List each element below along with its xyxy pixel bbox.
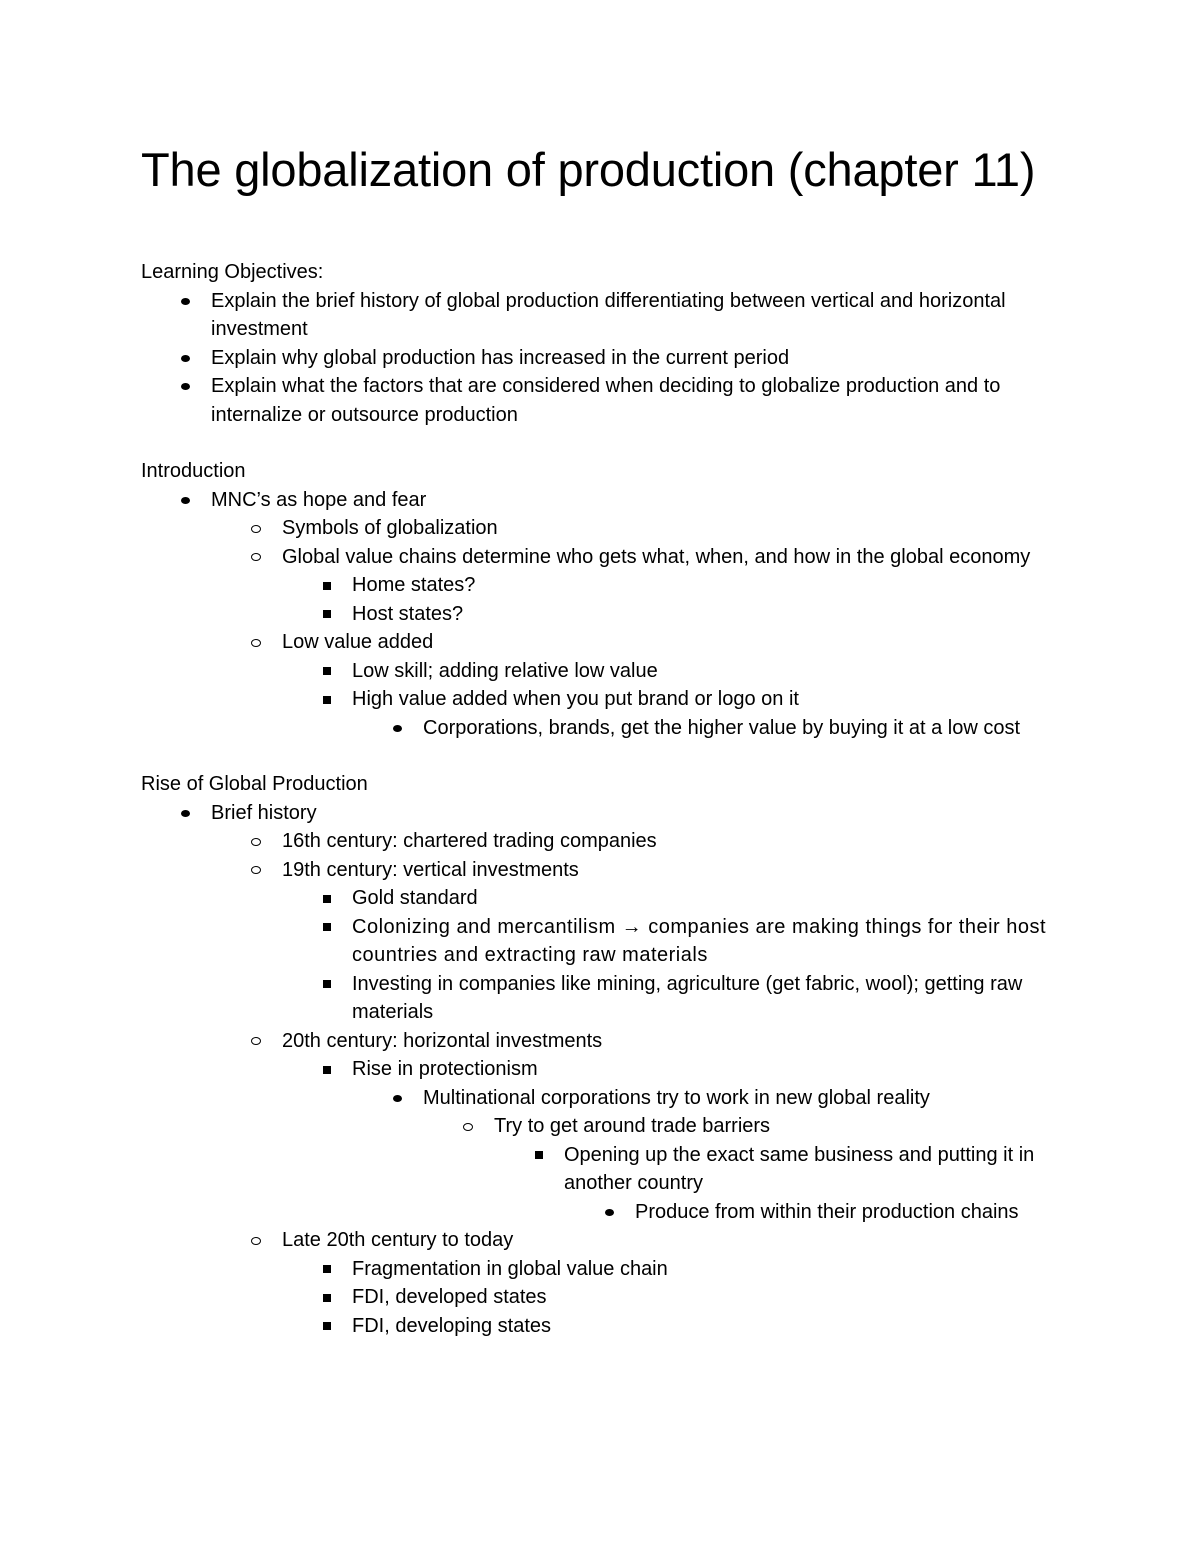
- circle-bullet-icon: [246, 543, 266, 572]
- list-item: [141, 1283, 1061, 1312]
- square-bullet-icon: [317, 913, 337, 942]
- list-item-text: 16th century: chartered trading companies: [282, 830, 657, 852]
- list-item-text: Late 20th century to today: [282, 1229, 514, 1251]
- square-bullet-icon: [317, 1312, 337, 1341]
- list-item-text: Symbols of globalization: [282, 517, 498, 539]
- list-item: [141, 1312, 1061, 1341]
- list-item-text: FDI, developing states: [352, 1314, 551, 1337]
- list-item: [141, 1226, 1061, 1255]
- disc-bullet-icon: [387, 714, 407, 743]
- bullet-list: [141, 287, 1061, 430]
- list-item: [141, 628, 1061, 657]
- list-item-text: 19th century: vertical investments: [282, 858, 579, 881]
- square-bullet-icon: [317, 1283, 337, 1312]
- list-item: [141, 543, 1061, 572]
- list-item-text: Explain what the factors that are considered when deciding to globalize production and to internalize or outsource production: [211, 375, 1001, 426]
- circle-bullet-icon: [246, 827, 266, 856]
- list-item-text: Corporations, brands, get the higher value by buying it at a low cost: [423, 716, 1021, 739]
- list-item: [141, 1027, 1061, 1056]
- square-bullet-icon: [317, 571, 337, 600]
- list-item: [141, 1198, 1061, 1227]
- list-item-text: Try to get around trade barriers: [494, 1115, 771, 1137]
- list-item: [141, 714, 1061, 743]
- square-bullet-icon: [529, 1141, 549, 1170]
- section-introduction: [141, 457, 1061, 742]
- list-item-text: MNC’s as hope and fear: [211, 488, 427, 511]
- circle-bullet-icon: [246, 856, 266, 885]
- disc-bullet-icon: [175, 372, 195, 401]
- square-bullet-icon: [317, 884, 337, 913]
- list-item-text: Multinational corporations try to work in new global reality: [423, 1086, 930, 1109]
- list-item-text: Investing in companies like mining, agriculture (get fabric, wool); getting raw materials: [352, 972, 1023, 1023]
- list-item-text: Opening up the exact same business and putting it in another country: [564, 1143, 1035, 1194]
- list-item: [141, 827, 1061, 856]
- list-item-text: Fragmentation in global value chain: [352, 1257, 668, 1280]
- circle-bullet-icon: [246, 514, 266, 543]
- list-item: [141, 799, 1061, 828]
- list-item: [141, 600, 1061, 629]
- list-item-text: Produce from within their production chains: [635, 1200, 1019, 1223]
- square-bullet-icon: [317, 685, 337, 714]
- list-item-text: Home states?: [352, 574, 476, 596]
- list-item-text: 20th century: horizontal investments: [282, 1029, 603, 1052]
- list-item-text: Rise in protectionism: [352, 1058, 538, 1080]
- list-item-text: Host states?: [352, 602, 464, 625]
- list-item: [141, 913, 1061, 970]
- disc-bullet-icon: [175, 344, 195, 373]
- disc-bullet-icon: [175, 287, 195, 316]
- circle-bullet-icon: [458, 1112, 478, 1141]
- section-heading: Learning Objectives:: [141, 261, 324, 283]
- list-item: [141, 1255, 1061, 1284]
- list-item: [141, 1084, 1061, 1113]
- document-page: [141, 140, 1061, 1368]
- document-title: The globalization of production (chapter 11): [141, 143, 1036, 196]
- square-bullet-icon: [317, 1255, 337, 1284]
- list-item: [141, 486, 1061, 515]
- list-item: [141, 372, 1061, 429]
- list-item: [141, 571, 1061, 600]
- list-item-text: Gold standard: [352, 887, 478, 909]
- disc-bullet-icon: [175, 799, 195, 828]
- list-item-text: Colonizing and mercantilism → companies are making things for their host countries and extracting raw materials: [352, 915, 1047, 966]
- list-item: [141, 514, 1061, 543]
- list-item-text: Explain the brief history of global production differentiating between vertical and horizontal investment: [211, 289, 1006, 340]
- list-item: [141, 970, 1061, 1027]
- square-bullet-icon: [317, 1055, 337, 1084]
- disc-bullet-icon: [599, 1198, 619, 1227]
- circle-bullet-icon: [246, 628, 266, 657]
- square-bullet-icon: [317, 970, 337, 999]
- list-item: [141, 1141, 1061, 1198]
- list-item-text: Explain why global production has increased in the current period: [211, 346, 790, 369]
- list-item: [141, 685, 1061, 714]
- list-item: [141, 287, 1061, 344]
- disc-bullet-icon: [175, 486, 195, 515]
- list-item: [141, 657, 1061, 686]
- section-rise-of-global-production: [141, 770, 1061, 1340]
- circle-bullet-icon: [246, 1027, 266, 1056]
- disc-bullet-icon: [387, 1084, 407, 1113]
- list-item-text: Low value added: [282, 631, 434, 653]
- section-heading: Introduction: [141, 460, 246, 482]
- list-item: [141, 1055, 1061, 1084]
- bullet-list: [141, 799, 1061, 1341]
- circle-bullet-icon: [246, 1226, 266, 1255]
- square-bullet-icon: [317, 600, 337, 629]
- list-item: [141, 856, 1061, 885]
- section-heading: Rise of Global Production: [141, 773, 368, 795]
- square-bullet-icon: [317, 657, 337, 686]
- list-item: [141, 884, 1061, 913]
- list-item-text: Low skill; adding relative low value: [352, 659, 658, 682]
- list-item: [141, 1112, 1061, 1141]
- bullet-list: [141, 486, 1061, 743]
- list-item-text: Global value chains determine who gets what, when, and how in the global economy: [282, 545, 1031, 568]
- list-item-text: FDI, developed states: [352, 1286, 547, 1308]
- list-item-text: High value added when you put brand or logo on it: [352, 688, 799, 710]
- list-item-text: Brief history: [211, 801, 317, 824]
- list-item: [141, 344, 1061, 373]
- section-learning-objectives: [141, 258, 1061, 429]
